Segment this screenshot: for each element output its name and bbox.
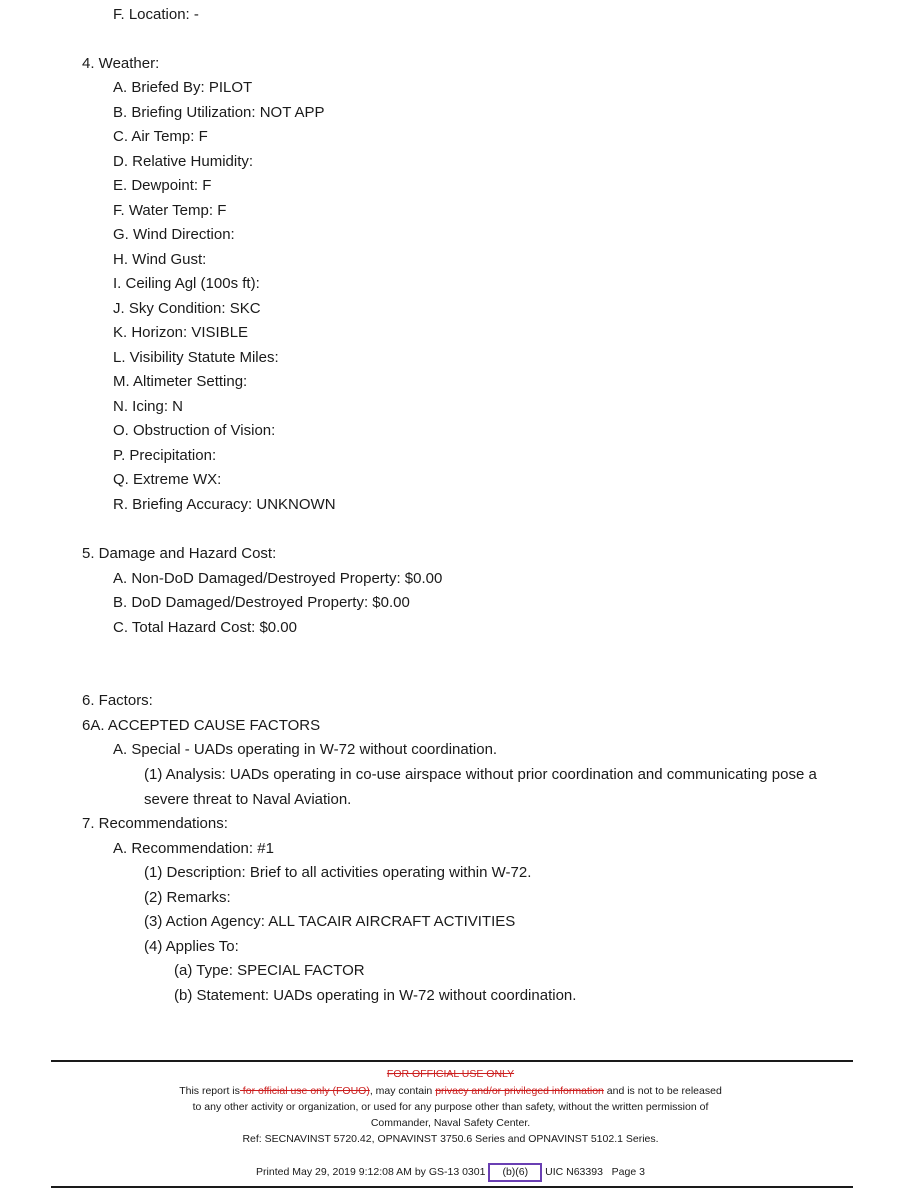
recommendation-remarks: (2) Remarks: (144, 889, 231, 906)
weather-item: B. Briefing Utilization: NOT APP (113, 104, 325, 121)
analysis-line: severe threat to Naval Aviation. (144, 791, 352, 808)
damage-heading: 5. Damage and Hazard Cost: (82, 545, 277, 562)
footer-bottom-rule (51, 1186, 853, 1188)
damage-item: C. Total Hazard Cost: $0.00 (113, 619, 297, 636)
weather-item: P. Precipitation: (113, 447, 217, 464)
special-factor: A. Special - UADs operating in W-72 without coordination. (113, 741, 498, 758)
factors-heading: 6. Factors: (82, 692, 153, 709)
weather-item: E. Dewpoint: F (113, 177, 212, 194)
weather-item: L. Visibility Statute Miles: (113, 349, 279, 366)
recommendation-item: A. Recommendation: #1 (113, 840, 274, 857)
weather-item: C. Air Temp: F (113, 128, 208, 145)
weather-item: A. Briefed By: PILOT (113, 79, 253, 96)
weather-item: K. Horizon: VISIBLE (113, 324, 249, 341)
fouo-label (0, 1068, 901, 1081)
damage-item: B. DoD Damaged/Destroyed Property: $0.00 (113, 594, 410, 611)
page-number: Page 3 (611, 1166, 645, 1178)
weather-item: G. Wind Direction: (113, 226, 235, 243)
weather-item: O. Obstruction of Vision: (113, 422, 276, 439)
analysis-line: (1) Analysis: UADs operating in co-use airspace without prior coordination and communicating pose a (144, 766, 817, 783)
footer-reference: Ref: SECNAVINST 5720.42, OPNAVINST 3750.6 Series and OPNAVINST 5102.1 Series. (242, 1133, 659, 1145)
footer-top-rule (51, 1060, 853, 1062)
weather-item: I. Ceiling Agl (100s ft): (113, 275, 260, 292)
weather-item: R. Briefing Accuracy: UNKNOWN (113, 496, 336, 513)
factors-subheading: 6A. ACCEPTED CAUSE FACTORS (82, 717, 321, 734)
printed-info (0, 1163, 901, 1182)
weather-item: F. Water Temp: F (113, 202, 227, 219)
fouo-strike-text: for official use only (FOUO) (239, 1085, 370, 1097)
weather-item: H. Wind Gust: (113, 251, 207, 268)
privacy-strike-text: privacy and/or privileged information (435, 1085, 604, 1097)
location-line: F. Location: - (113, 6, 199, 23)
redaction-box: (b)(6) (488, 1163, 542, 1182)
weather-item: J. Sky Condition: SKC (113, 300, 261, 317)
weather-item: N. Icing: N (113, 398, 184, 415)
weather-item: M. Altimeter Setting: (113, 373, 248, 390)
weather-heading: 4. Weather: (82, 55, 160, 72)
recommendation-statement: (b) Statement: UADs operating in W-72 without coordination. (174, 987, 577, 1004)
weather-item: Q. Extreme WX: (113, 471, 222, 488)
weather-item: D. Relative Humidity: (113, 153, 254, 170)
footer-notice-line: Commander, Naval Safety Center. (370, 1117, 531, 1129)
damage-item: A. Non-DoD Damaged/Destroyed Property: $0.00 (113, 570, 443, 587)
recommendation-description: (1) Description: Brief to all activities operating within W-72. (144, 864, 532, 881)
printed-date: Printed May 29, 2019 9:12:08 AM by GS-13 0301 (256, 1166, 486, 1178)
fouo-strikethrough: FOR OFFICIAL USE ONLY (386, 1068, 515, 1080)
recommendation-type: (a) Type: SPECIAL FACTOR (174, 962, 365, 979)
recommendation-action-agency: (3) Action Agency: ALL TACAIR AIRCRAFT ACTIVITIES (144, 913, 516, 930)
recommendations-heading: 7. Recommendations: (82, 815, 228, 832)
footer-notice-line: This report is for official use only (FOUO), may contain privacy and/or privileged information and is not to be released (179, 1085, 722, 1097)
uic-code: UIC N63393 (545, 1166, 603, 1178)
footer-notice-line: to any other activity or organization, or used for any purpose other than safety, without the written permission of (192, 1101, 709, 1113)
recommendation-applies-to: (4) Applies To: (144, 938, 239, 955)
